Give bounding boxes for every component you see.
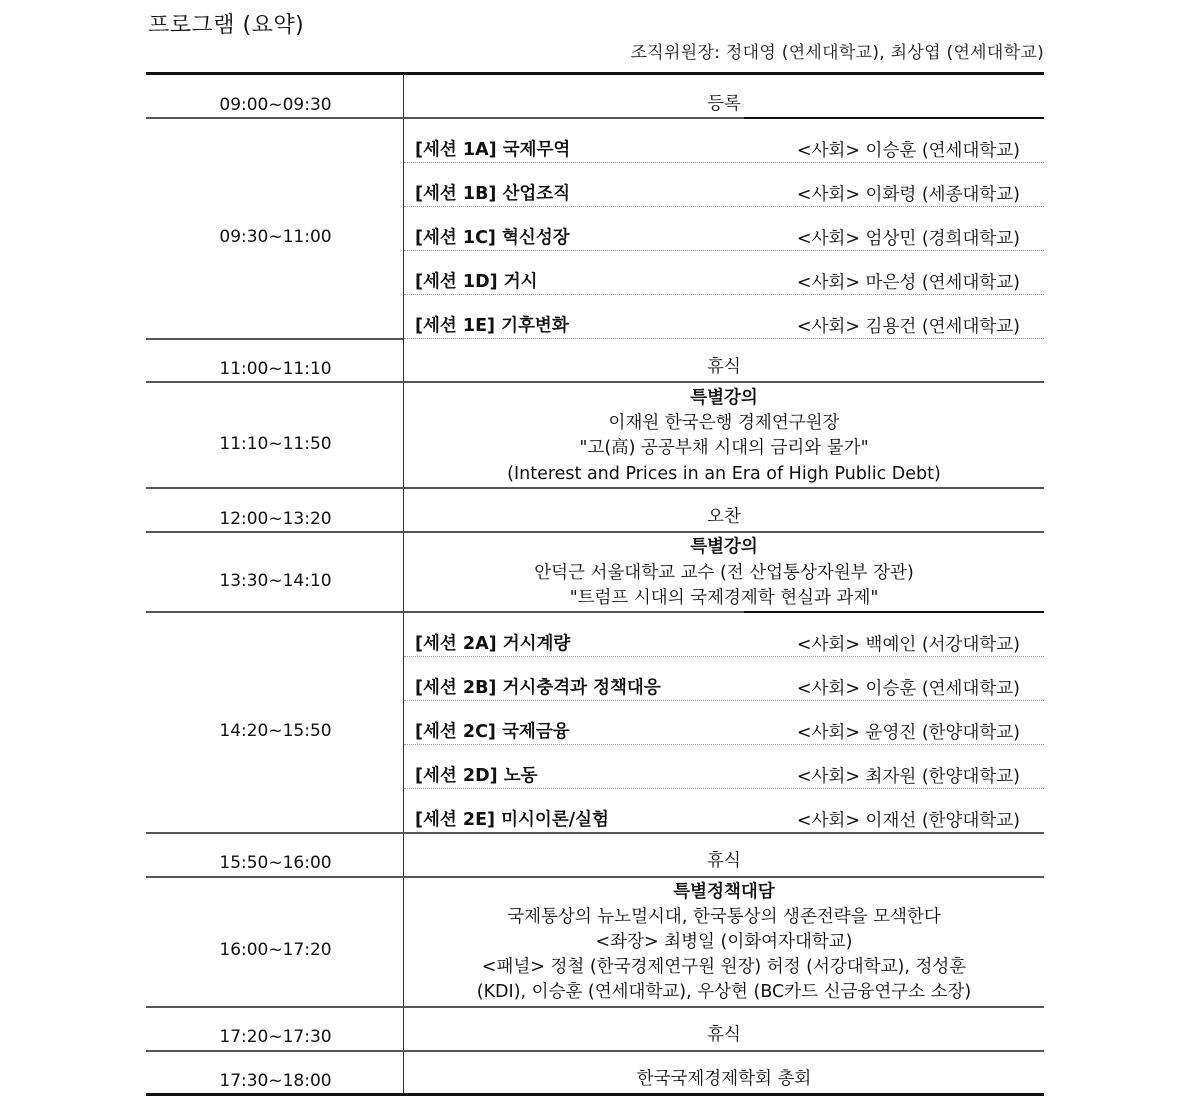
session-divider bbox=[404, 744, 1044, 745]
session-divider bbox=[404, 788, 1044, 789]
session-title: [세션 1C] 혁신성장 bbox=[415, 228, 570, 248]
time-cell: 13:30~14:10 bbox=[219, 571, 332, 591]
session-title: [세션 1B] 산업조직 bbox=[415, 184, 571, 204]
time-cell: 17:30~18:00 bbox=[219, 1071, 332, 1091]
session-chair: <사회> 윤영진 (한양대학교) bbox=[796, 723, 1020, 743]
session-chair: <사회> 최자원 (한양대학교) bbox=[796, 767, 1020, 787]
session-chair: <사회> 이화령 (세종대학교) bbox=[796, 185, 1020, 205]
table-top-border bbox=[146, 72, 1044, 75]
session-chair: <사회> 김용건 (연세대학교) bbox=[796, 317, 1020, 337]
event-label: 등록 bbox=[707, 94, 741, 114]
session-chair: <사회> 이승훈 (연세대학교) bbox=[796, 141, 1020, 161]
event-heading: 특별강의 bbox=[690, 388, 758, 408]
row-divider bbox=[744, 611, 1044, 613]
event-label: 휴식 bbox=[707, 1025, 741, 1045]
event-label: 휴식 bbox=[707, 851, 741, 871]
event-label: 휴식 bbox=[707, 357, 741, 377]
session-chair: <사회> 엄상민 (경희대학교) bbox=[796, 229, 1020, 249]
session-title: [세션 2B] 거시충격과 정책대응 bbox=[415, 678, 661, 698]
row-divider bbox=[146, 876, 1044, 878]
event-line: (Interest and Prices in an Era of High Public Debt) bbox=[507, 464, 941, 484]
time-cell: 14:20~15:50 bbox=[219, 721, 332, 741]
row-divider bbox=[146, 117, 744, 119]
time-cell: 15:50~16:00 bbox=[219, 853, 332, 873]
table-bottom-border bbox=[146, 1093, 1044, 1096]
session-title: [세션 2C] 국제금융 bbox=[415, 722, 570, 742]
session-divider bbox=[404, 700, 1044, 701]
row-divider bbox=[146, 1050, 1044, 1052]
session-divider bbox=[404, 338, 1044, 339]
session-divider bbox=[404, 656, 1044, 657]
row-divider bbox=[744, 117, 1044, 119]
row-divider bbox=[146, 531, 1044, 533]
session-chair: <사회> 이재선 (한양대학교) bbox=[796, 811, 1020, 831]
event-line: 안덕근 서울대학교 교수 (전 산업통상자원부 장관) bbox=[534, 563, 914, 583]
organizers: 조직위원장: 정대영 (연세대학교), 최상엽 (연세대학교) bbox=[630, 43, 1044, 63]
time-cell: 09:00~09:30 bbox=[219, 95, 332, 115]
session-chair: <사회> 이승훈 (연세대학교) bbox=[796, 679, 1020, 699]
event-label: 오찬 bbox=[707, 507, 741, 527]
session-divider bbox=[404, 250, 1044, 251]
event-line: <패널> 정철 (한국경제연구원 원장) 허정 (서강대학교), 정성훈 bbox=[481, 957, 967, 977]
event-line: 이재원 한국은행 경제연구원장 bbox=[608, 413, 840, 433]
session-chair: <사회> 백예인 (서강대학교) bbox=[796, 635, 1020, 655]
row-divider bbox=[146, 338, 403, 340]
time-cell: 09:30~11:00 bbox=[219, 227, 332, 247]
time-cell: 16:00~17:20 bbox=[219, 940, 332, 960]
event-line: "트럼프 시대의 국제경제학 현실과 과제" bbox=[569, 588, 879, 608]
session-title: [세션 2E] 미시이론/실험 bbox=[415, 810, 609, 830]
session-divider bbox=[404, 294, 1044, 295]
row-divider bbox=[146, 381, 1044, 383]
time-cell: 17:20~17:30 bbox=[219, 1027, 332, 1047]
page-title: 프로그램 (요약) bbox=[148, 13, 305, 38]
session-title: [세션 2D] 노동 bbox=[415, 766, 538, 786]
event-line: 국제통상의 뉴노멀시대, 한국통상의 생존전략을 모색한다 bbox=[507, 907, 941, 927]
row-divider bbox=[146, 1006, 1044, 1008]
event-heading: 특별강의 bbox=[690, 537, 758, 557]
time-cell: 11:10~11:50 bbox=[219, 434, 332, 454]
event-heading: 특별정책대담 bbox=[673, 882, 775, 902]
row-divider bbox=[146, 611, 744, 613]
event-line: "고(高) 공공부채 시대의 금리와 물가" bbox=[579, 438, 869, 458]
session-title: [세션 2A] 거시계량 bbox=[415, 634, 571, 654]
event-line: (KDI), 이승훈 (연세대학교), 우상현 (BC카드 신금융연구소 소장) bbox=[476, 982, 972, 1002]
time-cell: 12:00~13:20 bbox=[219, 509, 332, 529]
row-divider bbox=[146, 487, 1044, 489]
session-chair: <사회> 마은성 (연세대학교) bbox=[796, 273, 1020, 293]
session-title: [세션 1D] 거시 bbox=[415, 272, 538, 292]
session-title: [세션 1A] 국제무역 bbox=[415, 140, 571, 160]
event-label: 한국국제경제학회 총회 bbox=[636, 1069, 812, 1089]
session-title: [세션 1E] 기후변화 bbox=[415, 316, 569, 336]
session-divider bbox=[404, 162, 1044, 163]
row-divider bbox=[146, 832, 1044, 834]
session-divider bbox=[404, 206, 1044, 207]
event-line: <좌장> 최병일 (이화여자대학교) bbox=[595, 932, 853, 952]
time-cell: 11:00~11:10 bbox=[219, 359, 332, 379]
